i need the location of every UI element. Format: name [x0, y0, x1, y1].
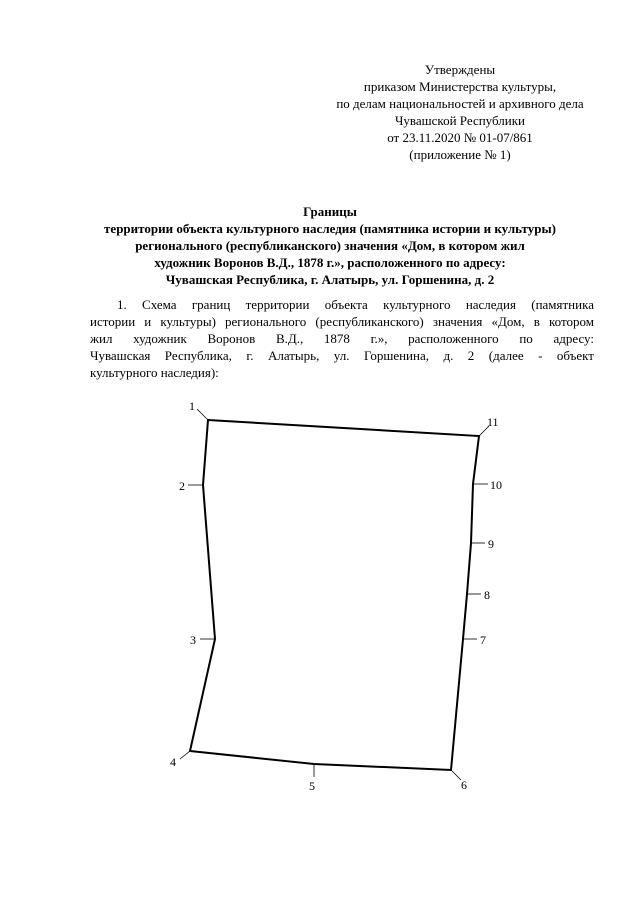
- point-1-label: 1: [189, 399, 195, 413]
- point-3-label: 3: [190, 633, 196, 647]
- point-2-label: 2: [179, 479, 185, 493]
- approval-line: Утверждены: [424, 62, 496, 77]
- title-line: территории объекта культурного наследия (памятника истории и культуры): [104, 221, 556, 236]
- point-4-leader: [180, 751, 190, 759]
- title-line: Границы: [303, 204, 357, 219]
- boundary-outline: [190, 420, 479, 770]
- paragraph-line: 1. Схема границ территории объекта культурного наследия (памятника: [117, 297, 594, 312]
- point-9-label: 9: [488, 537, 494, 551]
- point-11-label: 11: [487, 415, 499, 429]
- point-8-label: 8: [484, 588, 490, 602]
- paragraph-line: жил художник Воронов В.Д., 1878 г.», расположенного по адресу:: [90, 331, 594, 346]
- approval-line: по делам национальностей и архивного дела: [336, 96, 584, 111]
- point-7-label: 7: [480, 633, 486, 647]
- point-1-leader: [197, 409, 208, 420]
- approval-line: Чувашской Республики: [394, 113, 526, 128]
- point-5-label: 5: [309, 779, 315, 793]
- title-line: Чувашская Республика, г. Алатырь, ул. Горшенина, д. 2: [165, 272, 495, 287]
- paragraph-line: Чувашская Республика, г. Алатырь, ул. Горшенина, д. 2 (далее - объект: [90, 348, 594, 363]
- approval-line: от 23.11.2020 № 01-07/861: [387, 130, 533, 145]
- point-6-leader: [451, 770, 461, 780]
- approval-line: (приложение № 1): [409, 147, 511, 162]
- point-10-label: 10: [490, 478, 502, 492]
- title-line: художник Воронов В.Д., 1878 г.», расположенного по адресу:: [154, 255, 506, 270]
- point-6-label: 6: [461, 778, 467, 792]
- point-4-label: 4: [170, 755, 176, 769]
- title-line: регионального (республиканского) значения «Дом, в котором жил: [135, 238, 525, 253]
- approval-line: приказом Министерства культуры,: [363, 79, 557, 94]
- paragraph-line: истории и культуры) регионального (республиканского) значения «Дом, в котором: [90, 314, 594, 329]
- paragraph-line: культурного наследия):: [90, 365, 219, 380]
